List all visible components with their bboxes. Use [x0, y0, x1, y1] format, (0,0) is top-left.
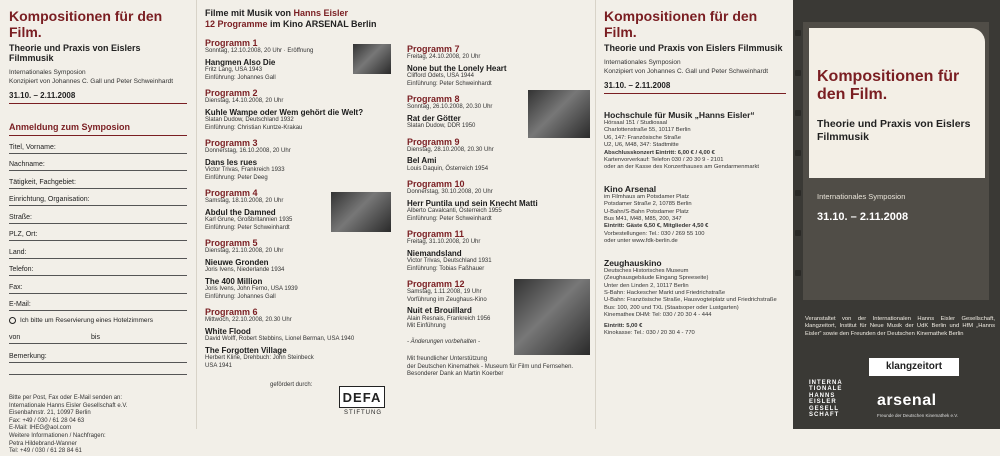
programme-title: Programm 11 [407, 229, 465, 239]
film-perforation-icon [795, 230, 801, 236]
film-perforation-icon [795, 110, 801, 116]
programme-entry: Programm 5 Dienstag, 21.10.2008, 20 Uhr Nieuwe Gronden Joris Ivens, Niederlande 1934 The 400 Million Joris Ivens, John Ferno, USA 1939 Einführung: Johannes Gall [205, 238, 391, 301]
film-title: Hangmen Also Die [205, 57, 276, 67]
programme-entry: Programm 11 Freitag, 31.10.2008, 20 Uhr Niemandsland Victor Trivas, Deutschland 1931 Einführung: Tobias Faßhauer [407, 229, 590, 273]
film-title: Herr Puntila und sein Knecht Matti [407, 198, 538, 208]
film-title: Dans les rues [205, 157, 258, 167]
panel-title: Kompositionen für den Film. [604, 8, 758, 40]
konzipiert-label: Konzipiert von Johannes C. Gall und Peter Schweinhardt [9, 77, 174, 85]
programme-date: Dienstag, 14.10.2008, 20 Uhr [205, 98, 284, 104]
programme-panel-1: Filme mit Musik von Hanns Eisler 12 Programme im Kino ARSENAL Berlin Programm 1 Sonntag, 12.10.2008, 20 Uhr · Eröffnung Hangmen Also Die Fritz Lang, USA 1943 Einführung: Johannes Gall Programm 2 Dienstag, 14.10.2008, 20 Uhr Kuhle Wampe oder Wem gehört die Welt? Slatan Dudow, Deutschland 1932 Einführung: Christian Kuntze-Krakau Programm 3 Donnerstag, 16.10.2008, 20 Uhr Dans les rues Victor Trivas, Frankreich 1933 Einführung: Peter Deeg Programm 4 Samstag, 18.10.2008, 20 Uhr Abdul the Damned Karl Grune, Großbritannien 1935 Einführung: Peter Schweinhardt Programm 5 Dienstag, 21.10.2008, 20 Uhr Nieuwe Gronden Joris Ivens, Niederlande 1934 The 400 Million Joris Ivens, John Ferno, USA 1939 Einführung: Johannes Gall Programm 6 Mittwoch, 22.10.2008, 20.30 Uhr White Flood David Wolff, Robert Stebbins, Lionel Berman, USA 1940 The Forgotten Village Herbert Kline, Drehbuch: John Steinbeck USA 1941 [197, 0, 397, 429]
programme-title: Programm 4 [205, 188, 258, 198]
venue-title: Kino Arsenal [604, 183, 657, 194]
programme-panel-2 [397, 0, 596, 429]
hotel-label: Ich bitte um Reservierung eines Hotelzimmers [20, 317, 153, 324]
programme-date: Donnerstag, 16.10.2008, 20 Uhr [205, 148, 291, 154]
programme-title: Programm 1 [205, 38, 258, 48]
film-perforation-icon [795, 30, 801, 36]
programme-date: Donnerstag, 30.10.2008, 20 Uhr [407, 189, 493, 195]
symposion-label: Internationales Symposion [9, 69, 86, 76]
bemerkung-line[interactable] [9, 363, 187, 375]
arsenal-logo-subtitle: Freunde der Deutschen Kinemathek e.V. [877, 413, 959, 418]
film-title: Niemandsland [407, 248, 462, 258]
film-perforation-icon [795, 270, 801, 276]
programme-entry: Programm 6 Mittwoch, 22.10.2008, 20.30 Uhr White Flood David Wolff, Robert Stebbins, Lionel Berman, USA 1940 The Forgotten Village Herbert Kline, Drehbuch: John Steinbeck USA 1941 [205, 307, 391, 370]
form-field[interactable]: Telefon: [9, 259, 187, 277]
form-field[interactable]: Titel, Vorname: [9, 136, 187, 154]
programme-entry: Programm 1 Sonntag, 12.10.2008, 20 Uhr · Eröffnung Hangmen Also Die Fritz Lang, USA 1943 Einführung: Johannes Gall [205, 38, 391, 82]
arsenal-logo: arsenal [877, 392, 937, 409]
film-title: The 400 Million [205, 276, 263, 286]
programme-entry: Programm 3 Donnerstag, 16.10.2008, 20 Uhr Dans les rues Victor Trivas, Frankreich 1933 Einführung: Peter Deeg [205, 138, 391, 182]
radio-circle-icon[interactable] [9, 317, 16, 324]
film-perforation-icon [795, 190, 801, 196]
cover-symposion-label: Internationales Symposion [817, 192, 906, 201]
form-field[interactable]: Fax: [9, 276, 187, 294]
konzipiert-label: Konzipiert von Johannes C. Gall und Peter Schweinhardt [604, 67, 769, 75]
changes-note: - Änderungen vorbehalten - [407, 338, 481, 345]
film-title: Bel Ami [407, 156, 437, 165]
programme-title: Programm 2 [205, 88, 258, 98]
programme-title: Programm 3 [205, 138, 258, 148]
film-title: Kuhle Wampe oder Wem gehört die Welt? [205, 107, 364, 117]
film-title: None but the Lonely Heart [407, 63, 507, 73]
programme-title: Programm 10 [407, 179, 465, 189]
cover-panel [793, 0, 1000, 429]
programme-date: Samstag, 1.11.2008, 19 Uhr [407, 289, 482, 295]
event-date: 31.10. – 2.11.2008 [604, 81, 671, 90]
film-title: Nuit et Brouillard [407, 306, 472, 315]
programme-date: Dienstag, 21.10.2008, 20 Uhr [205, 248, 284, 254]
cover-title: Kompositionen für den Film. [817, 68, 960, 103]
programme-date: Sonntag, 12.10.2008, 20 Uhr · Eröffnung [205, 48, 314, 54]
film-title: White Flood [205, 326, 251, 336]
hotel-checkbox-row[interactable] [9, 317, 187, 324]
film-title: Nieuwe Gronden [205, 257, 269, 267]
panel-subtitle: Theorie und Praxis von Eislers Filmmusik [604, 43, 783, 53]
programme-title: Programm 9 [407, 136, 460, 147]
film-frame [803, 22, 989, 300]
programme-heading: Filme mit Musik von Hanns Eisler [205, 8, 349, 18]
bemerkung-field[interactable]: Bemerkung: [9, 344, 187, 363]
film-still-image [514, 279, 590, 355]
film-still-image [331, 192, 391, 232]
programme-title: Programm 8 [407, 94, 460, 104]
von-bis-field[interactable]: von bis [9, 334, 187, 344]
programme-title: Programm 6 [205, 307, 258, 317]
film-perforation-icon [795, 150, 801, 156]
film-title: The Forgotten Village [205, 345, 287, 355]
divider [9, 103, 187, 104]
divider [604, 93, 786, 94]
form-field[interactable]: Straße: [9, 206, 187, 224]
programme-date: Dienstag, 28.10.2008, 20.30 Uhr [407, 146, 494, 153]
programme-entry: Programm 8 Sonntag, 26.10.2008, 20.30 Uhr Rat der Götter Slatan Dudow, DDR 1950 [407, 94, 590, 131]
cover-subtitle: Theorie und Praxis von Eislers Filmmusik [817, 118, 971, 143]
programme-entry: Programm 7 Freitag, 24.10.2008, 20 Uhr None but the Lonely Heart Clifford Odets, USA 1944 Einführung: Peter Schweinhardt [407, 44, 590, 88]
form-field[interactable]: Tätigkeit, Fachgebiet: [9, 171, 187, 189]
programme-entry: Programm 9 Dienstag, 28.10.2008, 20.30 Uhr Bel Ami Louis Daquin, Österreich 1954 [407, 137, 590, 174]
film-still-image [528, 90, 590, 138]
form-field[interactable]: Land: [9, 241, 187, 259]
venue-title: Hochschule für Musik „Hanns Eisler“ [604, 110, 755, 120]
cover-info [817, 192, 908, 223]
venues-panel [596, 0, 792, 429]
programme-entry: Programm 12 Samstag, 1.11.2008, 19 Uhr Vorführung im Zeughaus-Kino Nuit et Brouillard Alain Resnais, Frankreich 1956 Mit Einführung [407, 279, 590, 331]
funded-by-label: gefördert durch: [270, 382, 313, 388]
iheg-logo: INTERNA TIONALE HANNS EISLER GESELL SCHAFT [809, 380, 843, 419]
programme-title: Programm 12 [407, 279, 465, 289]
form-field[interactable]: PLZ, Ort: [9, 224, 187, 242]
support-note: Mit freundlicher Unterstützung der Deutschen Kinemathek - Museum für Film und Fernsehen. Besonderer Dank an Martin Koerber [407, 356, 574, 377]
cover-date: 31.10. – 2.11.2008 [817, 211, 909, 223]
cover-card [809, 28, 985, 178]
form-heading: Anmeldung zum Symposion [9, 122, 131, 132]
defa-stiftung-label: STIFTUNG [344, 410, 382, 416]
film-title: Abdul the Damned [205, 207, 276, 217]
venue-title: Zeughauskino [604, 257, 662, 268]
panel-subtitle: Theorie und Praxis von Eislers Filmmusik [9, 43, 141, 63]
venue-block: Kino Arsenal im Filmhaus am Potsdamer Platz Potsdamer Straße 2, 10785 Berlin U-Bahn/S-Bahn Potsdamer Platz Bus M41, M48, M85, 200, 347 Eintritt: Gäste 6,50 €, Mitglieder 4,50 € Vorbestellungen: Tel.: 030 / 269 55 100 oder unter www.fdk-berlin.de [604, 184, 786, 246]
panel-title: Kompositionen für den Film. [9, 8, 163, 40]
contact-note: Bitte per Post, Fax oder E-Mail senden an: Internationale Hanns Eisler Gesellschaft e.V. Eisenbahnstr. 21, 10997 Berlin Fax: +49 / 030 / 61 28 04 63 E-Mail: IHEG@aol.com Weitere Informationen / Nachfragen: Petra Hildebrand-Wanner Tel: +49 / 030 / 61 28 84 61 [9, 395, 128, 455]
film-still-image [353, 44, 391, 74]
programme-title: Programm 7 [407, 44, 460, 54]
symposion-label: Internationales Symposion [604, 59, 681, 66]
form-field[interactable]: E-Mail: [9, 294, 187, 312]
event-date: 31.10. – 2.11.2008 [9, 91, 76, 100]
organizer-text: Veranstaltet von der Internationalen Hanns Eisler Gesellschaft, klangzeitort, Institut für Neue Musik der UdK Berlin und HfM „Hanns Eisler“ sowie den Freunden der Deutschen Kinemathek Berlin [805, 316, 995, 337]
venue-block: Hochschule für Musik „Hanns Eisler“ Hörsaal 151 / Studiosaal Charlottenstraße 55, 10117 Berlin U6, 147: Französische Straße U2, U6, M48, 347: Stadtmitte Abschlusskonzert Eintritt: 6,00 € / 4,00 € Kartenvorverkauf: Telefon 030 / 20 30 9 - 2101 oder an der Kasse des Konzerthauses am Gendarmenmarkt [604, 110, 786, 172]
registration-form [9, 136, 187, 311]
programme-date: Freitag, 24.10.2008, 20 Uhr [407, 54, 481, 60]
form-field[interactable]: Einrichtung, Organisation: [9, 189, 187, 207]
programme-date: Mittwoch, 22.10.2008, 20.30 Uhr [205, 317, 292, 323]
klangzeitort-logo: klangzeitort [869, 358, 959, 376]
venue-block: Zeughauskino Deutsches Historisches Museum (Zeughausgebäude Eingang Spreeseite) Unter den Linden 2, 10117 Berlin S-Bahn: Hackescher Markt und Friedrichstraße U-Bahn: Französische Straße, Hausvogteiplatz und Friedrichstraße Bus: 100, 200 und TXL (Staatsoper oder Lustgarten) Kinematheк DHM: Tel: 030 / 20 30 4 - 444 Eintritt: 5,00 € Kinokasse: Tel.: 030 / 20 30 4 - 770 [604, 258, 786, 338]
programme-entry: Programm 10 Donnerstag, 30.10.2008, 20 Uhr Herr Puntila und sein Knecht Matti Alberto Cavalcanti, Österreich 1955 Einführung: Peter Schweinhardt [407, 179, 590, 223]
film-title: Rat der Götter [407, 113, 461, 123]
programme-title: Programm 5 [205, 238, 258, 248]
registration-panel [0, 0, 195, 455]
programme-date: Sonntag, 26.10.2008, 20.30 Uhr [407, 104, 493, 110]
programme-entry: Programm 4 Samstag, 18.10.2008, 20 Uhr Abdul the Damned Karl Grune, Großbritannien 1935 Einführung: Peter Schweinhardt [205, 188, 391, 232]
form-field[interactable]: Nachname: [9, 154, 187, 172]
programme-date: Freitag, 31.10.2008, 20 Uhr [407, 239, 481, 245]
film-perforation-icon [795, 70, 801, 76]
defa-logo: DEFA [339, 386, 385, 408]
programme-date: Samstag, 18.10.2008, 20 Uhr [205, 198, 284, 204]
programme-entry: Programm 2 Dienstag, 14.10.2008, 20 Uhr Kuhle Wampe oder Wem gehört die Welt? Slatan Dudow, Deutschland 1932 Einführung: Christian Kuntze-Krakau [205, 88, 391, 132]
